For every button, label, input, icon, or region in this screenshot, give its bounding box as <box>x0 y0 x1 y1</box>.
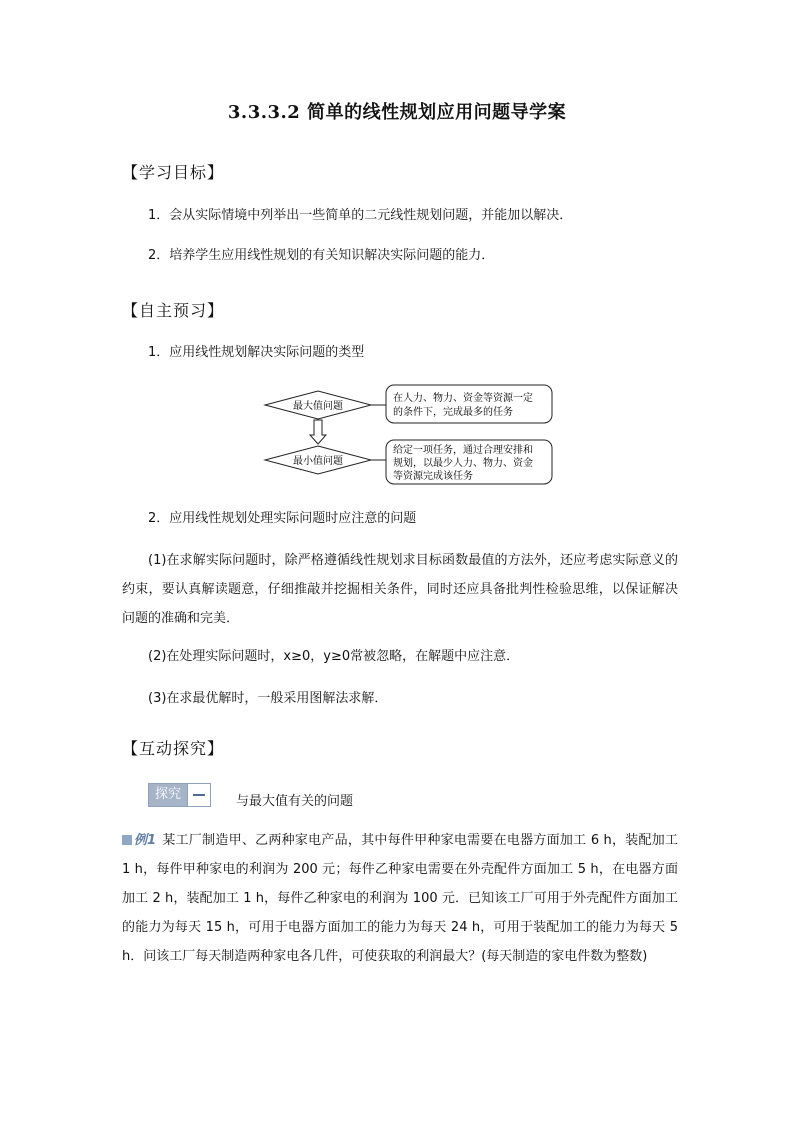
note-1: (1)在求解实际问题时，除严格遵循线性规划求目标函数最值的方法外，还应考虑实际意义的约束，要认真解读题意，仔细推敲并挖掘相关条件，同时还应具备批判性检验思维，以保证解决问题的准确和完美． <box>122 553 678 626</box>
example-label-text: 例1 <box>134 833 157 848</box>
section-heading-preview: 【自主预习】 <box>122 301 225 320</box>
dash-icon <box>187 784 210 806</box>
note-3: (3)在求最优解时，一般采用图解法求解． <box>148 691 388 706</box>
goal-item-2: 2．培养学生应用线性规划的有关知识解决实际问题的能力． <box>148 248 495 263</box>
max-desc-line2: 的条件下，完成最多的任务 <box>393 407 513 418</box>
explore-badge-label: 探究 <box>149 784 187 806</box>
down-arrow-icon <box>310 420 326 444</box>
explore-topic: 与最大值有关的问题 <box>236 794 354 809</box>
min-desc-line2: 规划，以最少人力、物力、资金 <box>393 458 533 469</box>
min-desc-line1: 给定一项任务，通过合理安排和 <box>393 445 533 456</box>
section-heading-goals: 【学习目标】 <box>122 163 225 182</box>
preview-item-2: 2．应用线性规划处理实际问题时应注意的问题 <box>148 511 417 526</box>
max-label: 最大值问题 <box>293 401 343 412</box>
example-label <box>122 826 156 855</box>
goal-item-1: 1．会从实际情境中列举出一些简单的二元线性规划问题，并能加以解决． <box>148 208 573 223</box>
note-2: (2)在处理实际问题时，x≥0，y≥0常被忽略，在解题中应注意． <box>148 649 520 664</box>
preview-item-1: 1．应用线性规划解决实际问题的类型 <box>148 345 365 360</box>
type-diagram <box>262 383 558 487</box>
example-1 <box>122 826 678 971</box>
example-text: 某工厂制造甲、乙两种家电产品，其中每件甲种家电需要在电器方面加工 6 h，装配加工 1 h，每件甲种家电的利润为 200 元；每件乙种家电需要在外壳配件方面加工 5 h，在电器方面加工 2 h，装配加工 1 h，每件乙种家电的利润为 100 元．已知该工厂可用于外壳配件方面加工的能力为每天 15 h，可用于电器方面加工的能力为每天 24 h，可用于装配加工的能力为每天 5 h．问该工厂每天制造两种家电各几件，可使获取的利润最大？(每天制造的家电件数为整数) <box>122 833 678 964</box>
min-label: 最小值问题 <box>293 456 343 467</box>
example-square-icon <box>122 835 132 845</box>
min-desc-line3: 等资源完成该任务 <box>393 471 473 482</box>
page-title: 3.3.3.2 简单的线性规划应用问题导学案 <box>227 102 567 123</box>
section-heading-explore: 【互动探究】 <box>122 739 225 758</box>
explore-badge <box>148 783 211 807</box>
max-desc-line1: 在人力、物力、资金等资源一定 <box>393 393 533 404</box>
